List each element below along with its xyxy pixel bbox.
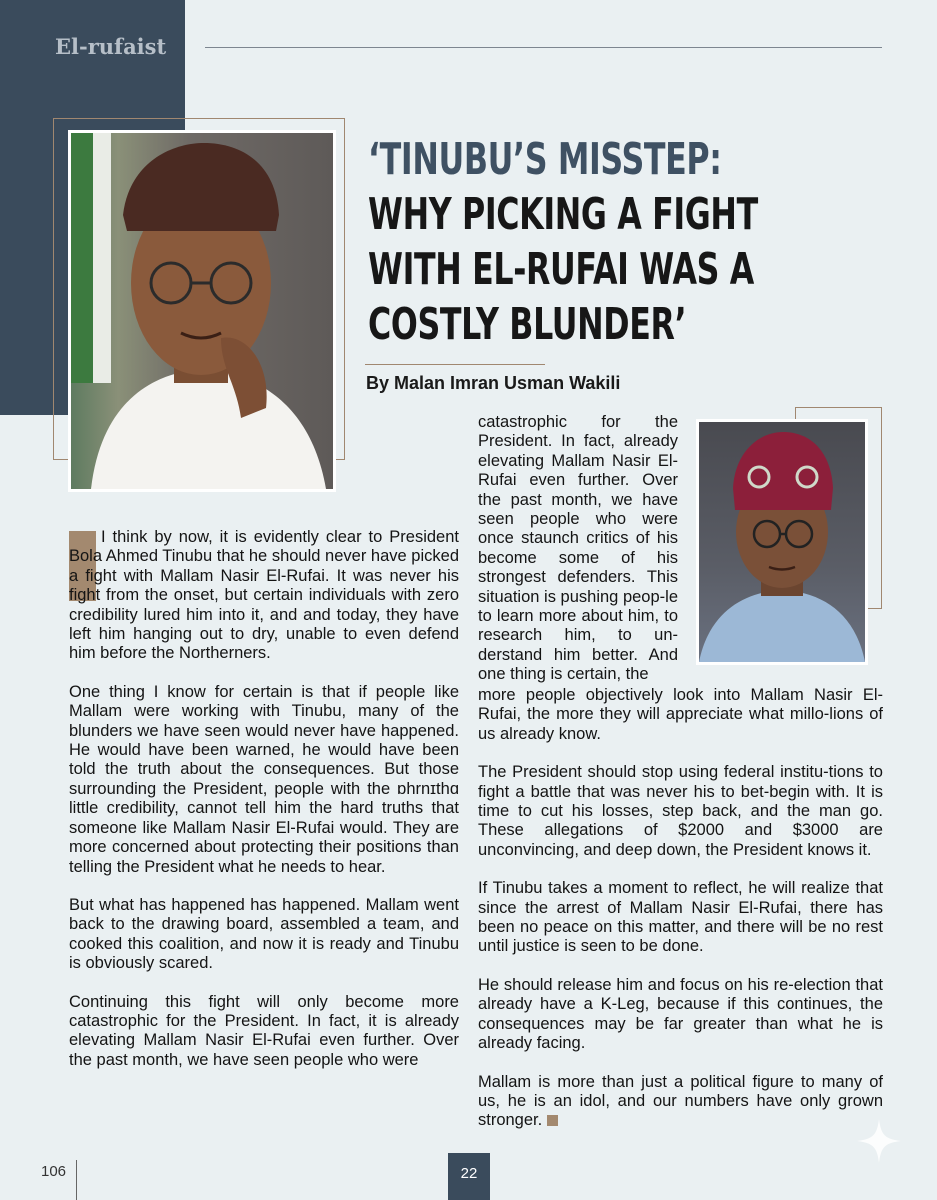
page-number-center: 22 [448, 1153, 490, 1200]
paragraph-right-top: catastrophic for the President. In fact, already elevating Mallam Nasir El-Rufai even further. Over the past month, we have seen people who were once staunch critics of his become some of his strongest defenders. This situation is pushing peop-le to learn more about him, to research him, to un-derstand him better. And one thing is certain, the [478, 413, 678, 684]
headline-line-3: WITH EL-RUFAI WAS A [368, 244, 754, 295]
portrait-illustration-right [699, 422, 865, 662]
paragraph-r5 [478, 1073, 883, 1131]
portrait-illustration-left [71, 133, 333, 489]
portrait-photo-el-rufai [68, 130, 336, 492]
headline-line-1: ‘TINUBU’S MISSTEP: [368, 134, 722, 185]
paragraph-2: One thing I know for certain is that if people like Mallam were working with Tinubu, many of the blunders we have seen would never have happened. He would have been warned, he would have been told the truth about the consequences. But those surrounding the President, people with the ɒhrnɪthɑ little credibility, cannot tell him the hard truths that someone like Mallam Nasir El-Rufai would. They are more concerned about protecting their positions than telling the President what he needs to hear. [69, 682, 459, 876]
sparkle-icon [855, 1117, 903, 1165]
folio-rule [76, 1160, 77, 1200]
paragraph-r2: The President should stop using federal institu-tions to fight a battle that was never his to bet-begin with. It is time to cut his losses, step back, and the man go. These allegations of $2000 and $3000 are unconvincing, and deep down, the President knows it. [478, 763, 883, 859]
section-label: El-rufaist [55, 34, 167, 59]
byline: By Malan Imran Usman Wakili [366, 373, 621, 393]
paragraph-4: Continuing this fight will only become more catastrophic for the President. In fact, it is already elevating Mallam Nasir El-Rufai even further. Over the past month, we have seen people who were [69, 992, 459, 1069]
paragraph-1: I think by now, it is evidently clear to President Bola Ahmed Tinubu that he should never have picked a fight with Mallam Nasir El-Rufai. It was never his fight from the onset, but certain individuals with zero credibility lured him into it, and and today, they have left him hanging out to dry, unable to even defend him before the Northerners. [69, 528, 459, 663]
portrait-photo-tinubu [696, 419, 868, 665]
article-headline [368, 132, 758, 352]
paragraph-r4: He should release him and focus on his re-election that already have a K-Leg, because if this continues, the consequences may be far greater than what he is already facing. [478, 975, 883, 1053]
article-column-left [69, 528, 459, 1089]
headline-line-2: WHY PICKING A FIGHT [368, 189, 758, 240]
end-mark [547, 1115, 558, 1126]
article-column-right-top [478, 413, 678, 704]
paragraph-3: But what has happened has happened. Mallam went back to the drawing board, assembled a team, and cooked this coalition, and now it is ready and Tinubu is obviously scared. [69, 895, 459, 973]
headline-line-4: COSTLY BLUNDER’ [368, 299, 687, 350]
article-column-right [478, 686, 883, 1150]
header-rule [205, 47, 882, 48]
closing-text: Mallam is more than just a political figure to many of us, he is an idol, and our numbers have only grown stronger. [478, 1072, 883, 1130]
paragraph-r1: more people objectively look into Mallam Nasir El-Rufai, the more they will appreciate what millo-lions of us already know. [478, 686, 883, 743]
paragraph-r3: If Tinubu takes a moment to reflect, he will realize that since the arrest of Mallam Nasir El-Rufai, there has been no peace on this matter, and there will be no rest until justice is seen to be done. [478, 879, 883, 956]
page-number-left: 106 [41, 1163, 67, 1180]
byline-rule [365, 364, 545, 365]
